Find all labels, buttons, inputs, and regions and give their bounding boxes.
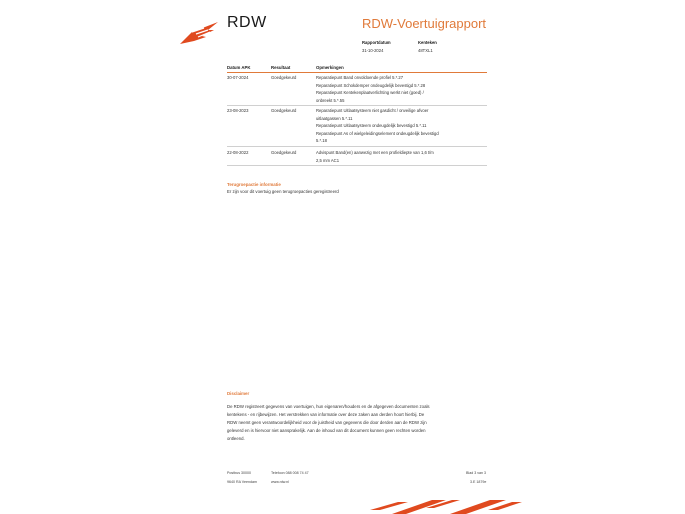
disclaimer-line: ontleend. — [227, 435, 245, 441]
footer-code: 3.E 1879e — [470, 480, 487, 484]
footer-page-number: Blad 3 van 3 — [466, 471, 486, 475]
remark-line: Reparatiepunt Kentekenplaatverlichting werkt niet (goed) / — [316, 90, 424, 96]
table-row — [227, 73, 487, 106]
column-header-date: Datum APK — [227, 65, 251, 70]
decorative-stripes-icon — [360, 496, 530, 514]
column-header-remarks: Opmerkingen — [316, 65, 344, 70]
remark-line: Reparatiepunt Schokdemper ondeugdelijk bevestigd 5.*.28 — [316, 82, 426, 88]
remark-line: Advispunt Band(en) aanwezig met een profieldiepte van 1,6 t/m — [316, 150, 434, 155]
report-title: RDW-Voertuigrapport — [362, 16, 487, 31]
remark-line: onbreekt 5.*.55 — [316, 97, 345, 103]
table-row — [227, 106, 487, 147]
disclaimer-text — [227, 403, 489, 443]
inspection-table-header — [227, 64, 487, 73]
table-row — [227, 148, 487, 166]
disclaimer-line: kentekens - en rijbewijzen. Het verstrekken van informatie over deze zaken aan derden hoort hierbij. De — [227, 411, 425, 417]
report-date: 31-10-2024 — [362, 48, 384, 53]
plate-label: Kenteken — [418, 40, 437, 45]
disclaimer-line: geleverd en is hiervoor niet aansprakelijk. Aan de inhoud van dit document kunnen geen rechten worden — [227, 427, 426, 433]
brand-name: RDW — [227, 14, 267, 31]
inspection-date: 23-08-2023 — [227, 108, 249, 113]
recall-section-title: Terugroepactie informatie — [227, 182, 281, 187]
remark-line: uitlaatgassen 5.*.11 — [316, 115, 353, 121]
remark-line: Reparatiepunt Uitlaatsysteem niet gasdicht / onveilige afvoer — [316, 108, 429, 113]
inspection-result: Goedgekeurd — [271, 75, 297, 80]
remark-line: Reparatiepunt As of wielgeleidingselement ondeugdelijk bevestigd — [316, 130, 439, 136]
inspection-remarks — [316, 107, 487, 145]
inspection-result: Goedgekeurd — [271, 150, 297, 155]
footer-city: 9640 RA Veendam — [227, 480, 257, 484]
inspection-remarks — [316, 149, 487, 164]
footer-phone: Telefoon 088 008 74 47 — [271, 471, 309, 475]
rdw-feather-logo-icon — [178, 20, 222, 46]
inspection-result: Goedgekeurd — [271, 108, 297, 113]
report-date-label: Rapportdatum — [362, 40, 391, 45]
remark-line: 2,5 mm AC1 — [316, 157, 340, 163]
plate-number: 48TXL1 — [418, 48, 433, 53]
disclaimer-line: RDW neemt geen verantwoordelijkheid voor de juistheid van gegevens die door derden aan de RDW zijn — [227, 419, 427, 425]
inspection-date: 30-07-2024 — [227, 75, 249, 80]
column-header-result: Resultaat — [271, 65, 291, 70]
remark-line: Reparatiepunt Uitlaatsysteem ondeugdelijk bevestigd 5.*.11 — [316, 123, 427, 129]
remark-line: 5.*.18 — [316, 138, 327, 144]
disclaimer-title: Disclaimer — [227, 391, 250, 396]
remark-line: Reparatiepunt Band onvoldoende profiel 5.*.27 — [316, 75, 404, 80]
recall-section-text: Er zijn voor dit voertuig geen terugroepacties geregistreerd — [227, 189, 339, 194]
disclaimer-line: De RDW registreert gegevens van voertuigen, hun eigenaren/houders en de afgegeven documenten zoals — [227, 404, 430, 409]
footer-postbus: Postbus 30000 — [227, 471, 251, 475]
footer-website[interactable]: www.rdw.nl — [271, 480, 289, 484]
inspection-remarks — [316, 74, 487, 104]
inspection-date: 22-08-2022 — [227, 150, 249, 155]
